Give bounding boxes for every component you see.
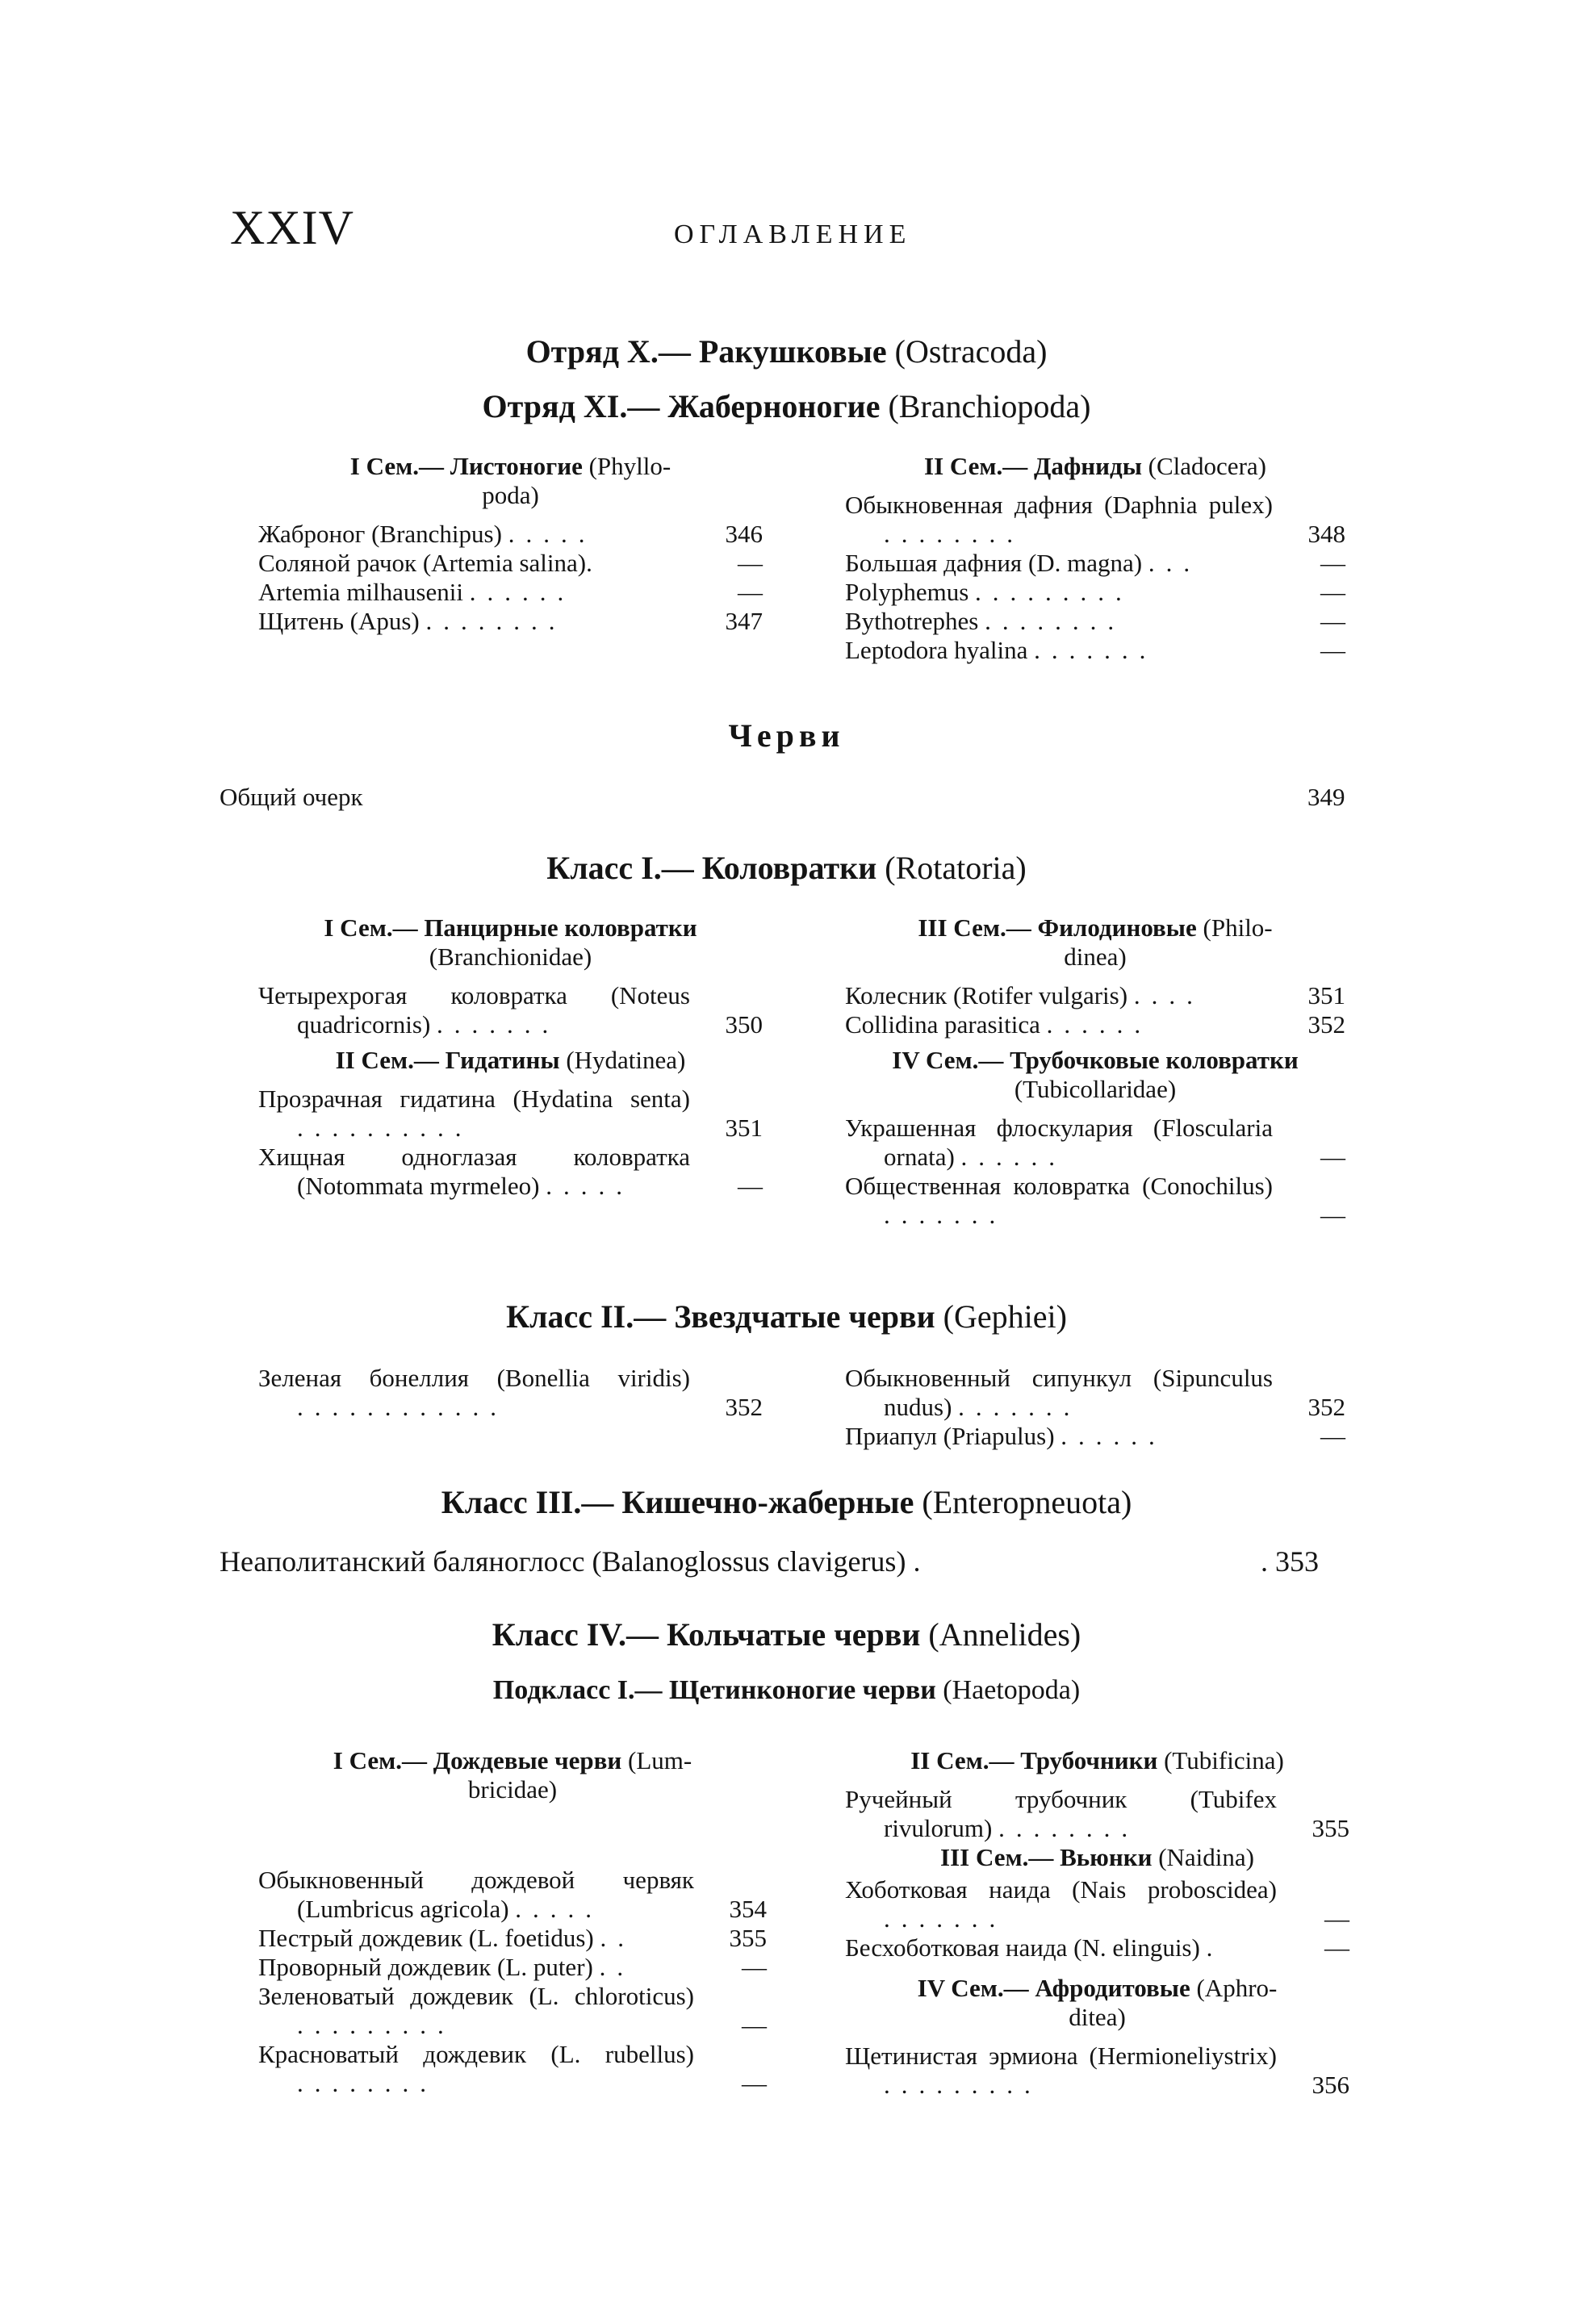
order-xi-label: Отряд XI.— Жаберноногие	[482, 388, 881, 424]
family-heading: IV Сем.— Трубочковые коловратки (Tubicollaridae)	[892, 1046, 1299, 1103]
subclass-i-heading: Подкласс I.— Щетинконогие черви (Haetopoda)	[492, 1675, 1081, 1705]
toc-entry[interactable]: Polyphemus ......... —	[845, 578, 1345, 606]
family-tubificina	[845, 1746, 1349, 2100]
general-overview-entry[interactable]: Общий очерк	[220, 783, 363, 811]
toc-entry[interactable]: Artemia milhausenii ...... —	[258, 578, 763, 606]
class-iii-heading: Класс III.— Кишечно-жаберные (Enteropneuota)	[441, 1484, 1132, 1520]
class-ii-left	[258, 1364, 763, 1422]
toc-entry[interactable]: Прозрачная гидатина (Hydatina senta) .......... 351	[258, 1085, 763, 1142]
toc-entry[interactable]: Бесхоботковая наида (N. elinguis) . —	[845, 1933, 1349, 1962]
family-philodinea	[845, 913, 1345, 1230]
toc-entry[interactable]: Зеленая бонеллия (Bonellia viridis) ............ 352	[258, 1364, 763, 1421]
toc-entry[interactable]: Leptodora hyalina ....... —	[845, 636, 1345, 664]
family-heading: II Сем.— Гидатины (Hydatinea)	[335, 1046, 686, 1074]
toc-entry[interactable]: Зеленоватый дождевик (L. chloroticus) ......... —	[258, 1982, 767, 2039]
toc-entry[interactable]: Хищная одноглазая коловратка (Notommata myrmeleo) ..... —	[258, 1143, 763, 1200]
order-x-latin: (Ostracoda)	[894, 333, 1048, 370]
order-xi-heading	[0, 387, 1573, 425]
section-title: Черви	[728, 717, 845, 754]
family-heading: II Сем.— Дафниды (Cladocera)	[924, 452, 1266, 480]
running-head: ОГЛАВЛЕНИЕ	[674, 219, 912, 249]
family-heading: III Сем.— Филодиновые (Philo- dinea)	[918, 913, 1273, 971]
balanoglossus-page: . 353	[1261, 1545, 1319, 1578]
class-iv-heading: Класс IV.— Кольчатые черви (Annelides)	[492, 1616, 1081, 1653]
family-heading: I Сем.— Панцирные коловратки (Branchionidae)	[324, 913, 697, 971]
family-heading: III Сем.— Вьюнки (Naidina)	[940, 1843, 1254, 1871]
family-heading: IV Сем.— Афродитовые (Aphro- ditea)	[917, 1974, 1278, 2031]
balanoglossus-entry[interactable]: Неаполитанский баляноглосс (Balanoglossus clavigerus) .	[220, 1545, 921, 1578]
family-heading: II Сем.— Трубочники (Tubificina)	[910, 1746, 1284, 1774]
order-xi-latin: (Branchiopoda)	[888, 388, 1091, 424]
family-heading: I Сем.— Листоногие (Phyllo- poda)	[349, 452, 671, 509]
toc-entry[interactable]: Украшенная флоскулария (Floscularia ornata) ...... —	[845, 1114, 1345, 1171]
page-number: XXIV	[230, 201, 354, 254]
toc-entry[interactable]: Проворный дождевик (L. puter) .. —	[258, 1953, 767, 1981]
family-branchionidae	[258, 913, 763, 1201]
family-phyllopoda	[258, 452, 763, 636]
order-x-label: Отряд X.— Ракушковые	[525, 333, 887, 370]
toc-entry[interactable]: Хоботковая наида (Nais proboscidea) ....... —	[845, 1875, 1349, 1933]
toc-entry[interactable]: Ручейный трубочник (Tubifex rivulorum) ........ 355	[845, 1785, 1349, 1842]
toc-entry[interactable]: Пестрый дождевик (L. foetidus) .. 355	[258, 1924, 767, 1952]
toc-entry[interactable]: Жаброног (Branchipus) ..... 346	[258, 520, 763, 548]
toc-entry[interactable]: Bythotrephes ........ —	[845, 607, 1345, 635]
toc-entry[interactable]: Приапул (Priapulus) ...... —	[845, 1422, 1345, 1450]
toc-entry[interactable]: Обыкновенный сипункул (Sipunculus nudus) ....... 352	[845, 1364, 1345, 1421]
toc-entry[interactable]: Обыкновенный дождевой червяк (Lumbricus agricola) ..... 354	[258, 1866, 767, 1923]
general-overview-page: 349	[1307, 783, 1345, 811]
toc-entry[interactable]: Колесник (Rotifer vulgaris) .... 351	[845, 981, 1345, 1009]
family-cladocera	[845, 452, 1345, 665]
order-x-heading	[0, 332, 1573, 370]
class-i-heading: Класс I.— Коловратки (Rotatoria)	[546, 850, 1027, 886]
toc-entry[interactable]: Общественная коловратка (Conochilus) ....... —	[845, 1172, 1345, 1229]
family-lumbricidae	[258, 1746, 767, 2098]
toc-entry[interactable]: Красноватый дождевик (L. rubellus) ........ —	[258, 2040, 767, 2097]
toc-entry[interactable]: Соляной рачок (Artemia salina). —	[258, 549, 763, 577]
toc-entry[interactable]: Щитень (Apus) ........ 347	[258, 607, 763, 635]
toc-entry[interactable]: Четырехрогая коловратка (Noteus quadricornis) ....... 350	[258, 981, 763, 1039]
toc-entry[interactable]: Щетинистая эрмиона (Hermioneliystrix) ......... 356	[845, 2042, 1349, 2099]
class-ii-heading: Класс II.— Звездчатые черви (Gephiei)	[506, 1298, 1067, 1335]
toc-entry[interactable]: Большая дафния (D. magna) ... —	[845, 549, 1345, 577]
class-ii-right	[845, 1364, 1345, 1451]
toc-entry[interactable]: Обыкновенная дафния (Daphnia pulex) ........ 348	[845, 491, 1345, 548]
family-heading: I Сем.— Дождевые черви (Lum- bricidae)	[333, 1746, 692, 1804]
toc-entry[interactable]: Collidina parasitica ...... 352	[845, 1010, 1345, 1039]
